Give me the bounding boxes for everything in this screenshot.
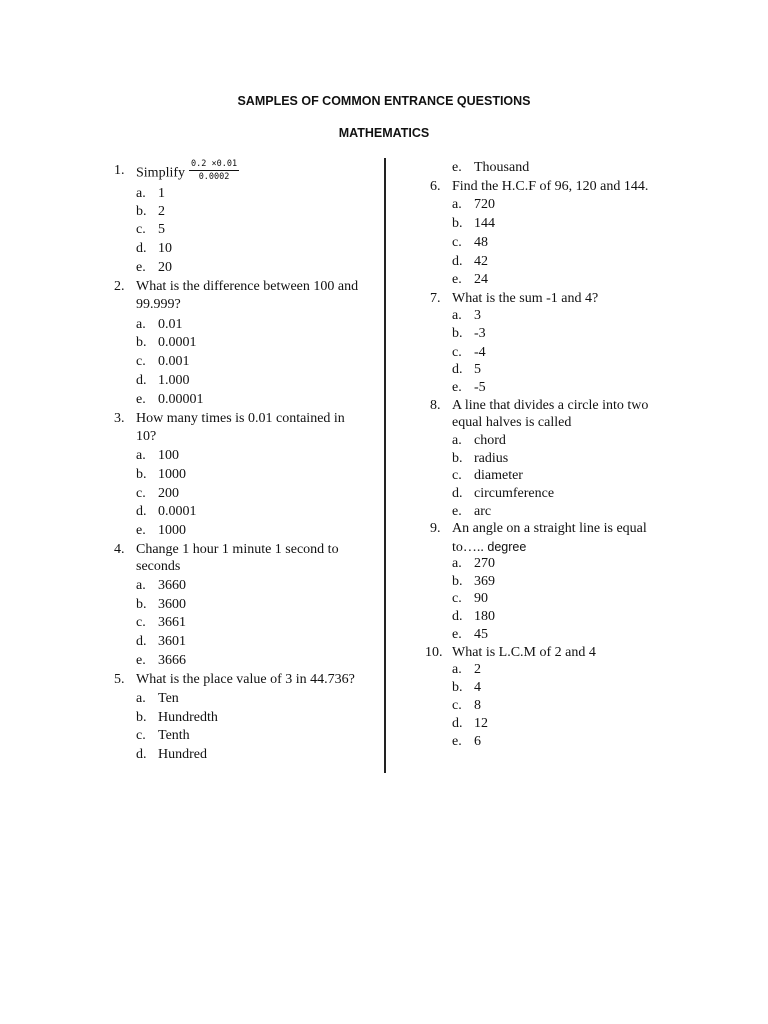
question-text-line: An angle on a straight line is equal (452, 521, 647, 536)
question-number: 3. (114, 411, 125, 426)
option-letter: d. (452, 362, 463, 377)
option-text: 5 (474, 362, 481, 377)
option-letter: a. (136, 186, 146, 201)
option-letter: d. (452, 609, 463, 624)
option-letter: c. (452, 235, 462, 250)
fraction-numerator: 0.2 ×0.01 (191, 159, 238, 169)
option-text: 45 (474, 627, 488, 642)
column-divider (384, 158, 386, 773)
option-text: diameter (474, 468, 523, 483)
option-text: 1000 (158, 467, 186, 482)
option-text: 3601 (158, 634, 186, 649)
question-text-label: Simplify (136, 165, 186, 181)
fraction-denominator: 0.0002 (198, 172, 230, 182)
option-text: 0.0001 (158, 504, 197, 519)
option-text: 3661 (158, 615, 186, 630)
option-text: 3 (474, 308, 481, 323)
option-text: -3 (474, 326, 486, 341)
question-text-line: Change 1 hour 1 minute 1 second to (136, 542, 339, 557)
option-text: circumference (474, 486, 555, 501)
option-text: -4 (474, 345, 486, 360)
option-text: Hundred (158, 747, 207, 762)
option-letter: e. (452, 504, 462, 519)
option-letter: c. (136, 728, 146, 743)
option-letter: d. (136, 634, 147, 649)
option-text: 369 (474, 574, 495, 589)
option-letter: b. (452, 451, 463, 466)
question-number: 9. (430, 521, 441, 536)
option-text: 180 (474, 609, 495, 624)
option-letter: b. (452, 680, 463, 695)
question-number: 5. (114, 672, 125, 687)
option-letter: c. (136, 615, 146, 630)
option-text: 1.000 (158, 373, 190, 388)
question-text-part: to….. (452, 540, 484, 555)
option-text: 270 (474, 556, 495, 571)
option-text: radius (474, 451, 509, 466)
option-letter: b. (136, 710, 147, 725)
option-text: 8 (474, 698, 481, 713)
option-text: 144 (474, 216, 495, 231)
option-letter: c. (452, 698, 462, 713)
option-letter: a. (136, 691, 146, 706)
question-number: 1. (114, 163, 125, 178)
option-text: 3666 (158, 653, 186, 668)
question-text-line: A line that divides a circle into two (452, 398, 649, 413)
option-letter: e. (452, 734, 462, 749)
question-text: What is the sum -1 and 4? (452, 291, 599, 306)
option-text: 0.01 (158, 317, 183, 332)
option-letter: c. (136, 486, 146, 501)
option-letter: e. (136, 653, 146, 668)
option-letter: a. (452, 197, 462, 212)
option-text: Hundredth (158, 710, 218, 725)
option-letter: a. (452, 556, 462, 571)
option-letter: a. (452, 662, 462, 677)
option-text: 48 (474, 235, 488, 250)
option-text: 42 (474, 254, 488, 269)
option-text: 100 (158, 448, 179, 463)
question-number: 7. (430, 291, 441, 306)
option-letter: e. (452, 380, 462, 395)
option-text: 0.00001 (158, 392, 204, 407)
option-letter: e. (136, 523, 146, 538)
option-text: 1 (158, 186, 165, 201)
question-number: 2. (114, 279, 125, 294)
question-text: What is L.C.M of 2 and 4 (452, 645, 596, 660)
option-text: Tenth (158, 728, 190, 743)
option-letter: e. (452, 627, 462, 642)
option-letter: c. (452, 345, 462, 360)
option-text: 0.001 (158, 354, 190, 369)
option-text: arc (474, 504, 492, 519)
option-text: 200 (158, 486, 179, 501)
option-letter: d. (136, 747, 147, 762)
option-letter: a. (136, 317, 146, 332)
option-letter: e. (452, 160, 462, 175)
option-letter: a. (452, 433, 462, 448)
option-letter: e. (136, 260, 146, 275)
question-text-line: 10? (136, 429, 157, 444)
option-letter: c. (136, 354, 146, 369)
option-letter: d. (136, 241, 147, 256)
option-text: 4 (474, 680, 481, 695)
option-text: 6 (474, 734, 481, 749)
option-text: 3660 (158, 578, 186, 593)
option-letter: b. (136, 335, 147, 350)
option-text: 10 (158, 241, 172, 256)
option-letter: d. (136, 373, 147, 388)
question-number: 6. (430, 179, 441, 194)
option-letter: c. (452, 591, 462, 606)
option-text: chord (474, 433, 506, 448)
option-letter: b. (136, 204, 147, 219)
question-text-part: degree (483, 540, 527, 554)
option-text: -5 (474, 380, 486, 395)
question-text (136, 159, 239, 185)
question-text: What is the place value of 3 in 44.736? (136, 672, 355, 687)
option-letter: a. (136, 578, 146, 593)
option-letter: b. (452, 574, 463, 589)
option-text: 2 (474, 662, 481, 677)
option-text: 1000 (158, 523, 186, 538)
option-text: 20 (158, 260, 172, 275)
fraction (189, 159, 239, 182)
subject-heading: MATHEMATICS (338, 126, 430, 140)
option-letter: d. (452, 486, 463, 501)
question-text-line: 99.999? (136, 297, 181, 312)
option-text: Thousand (474, 160, 530, 175)
option-text: 3600 (158, 597, 186, 612)
option-text: 2 (158, 204, 165, 219)
option-text: 5 (158, 222, 165, 237)
option-letter: e. (452, 272, 462, 287)
option-letter: c. (136, 222, 146, 237)
option-letter: b. (452, 326, 463, 341)
option-letter: c. (452, 468, 462, 483)
option-letter: b. (136, 597, 147, 612)
question-number: 8. (430, 398, 441, 413)
document-title: SAMPLES OF COMMON ENTRANCE QUESTIONS (237, 94, 531, 108)
option-text: 720 (474, 197, 495, 212)
option-text: 90 (474, 591, 488, 606)
option-letter: d. (452, 254, 463, 269)
question-text: Find the H.C.F of 96, 120 and 144. (452, 179, 649, 194)
option-letter: b. (452, 216, 463, 231)
question-number: 10. (425, 645, 443, 660)
option-letter: d. (452, 716, 463, 731)
question-text-line: seconds (136, 559, 181, 574)
option-letter: e. (136, 392, 146, 407)
option-text: 0.0001 (158, 335, 197, 350)
option-letter: d. (136, 504, 147, 519)
option-text: 24 (474, 272, 488, 287)
question-number: 4. (114, 542, 125, 557)
question-text-line: How many times is 0.01 contained in (136, 411, 345, 426)
option-letter: b. (136, 467, 147, 482)
option-text: 12 (474, 716, 488, 731)
question-text-line: equal halves is called (452, 415, 572, 430)
question-text-line: What is the difference between 100 and (136, 279, 359, 294)
option-letter: a. (452, 308, 462, 323)
option-letter: a. (136, 448, 146, 463)
option-text: Ten (158, 691, 179, 706)
